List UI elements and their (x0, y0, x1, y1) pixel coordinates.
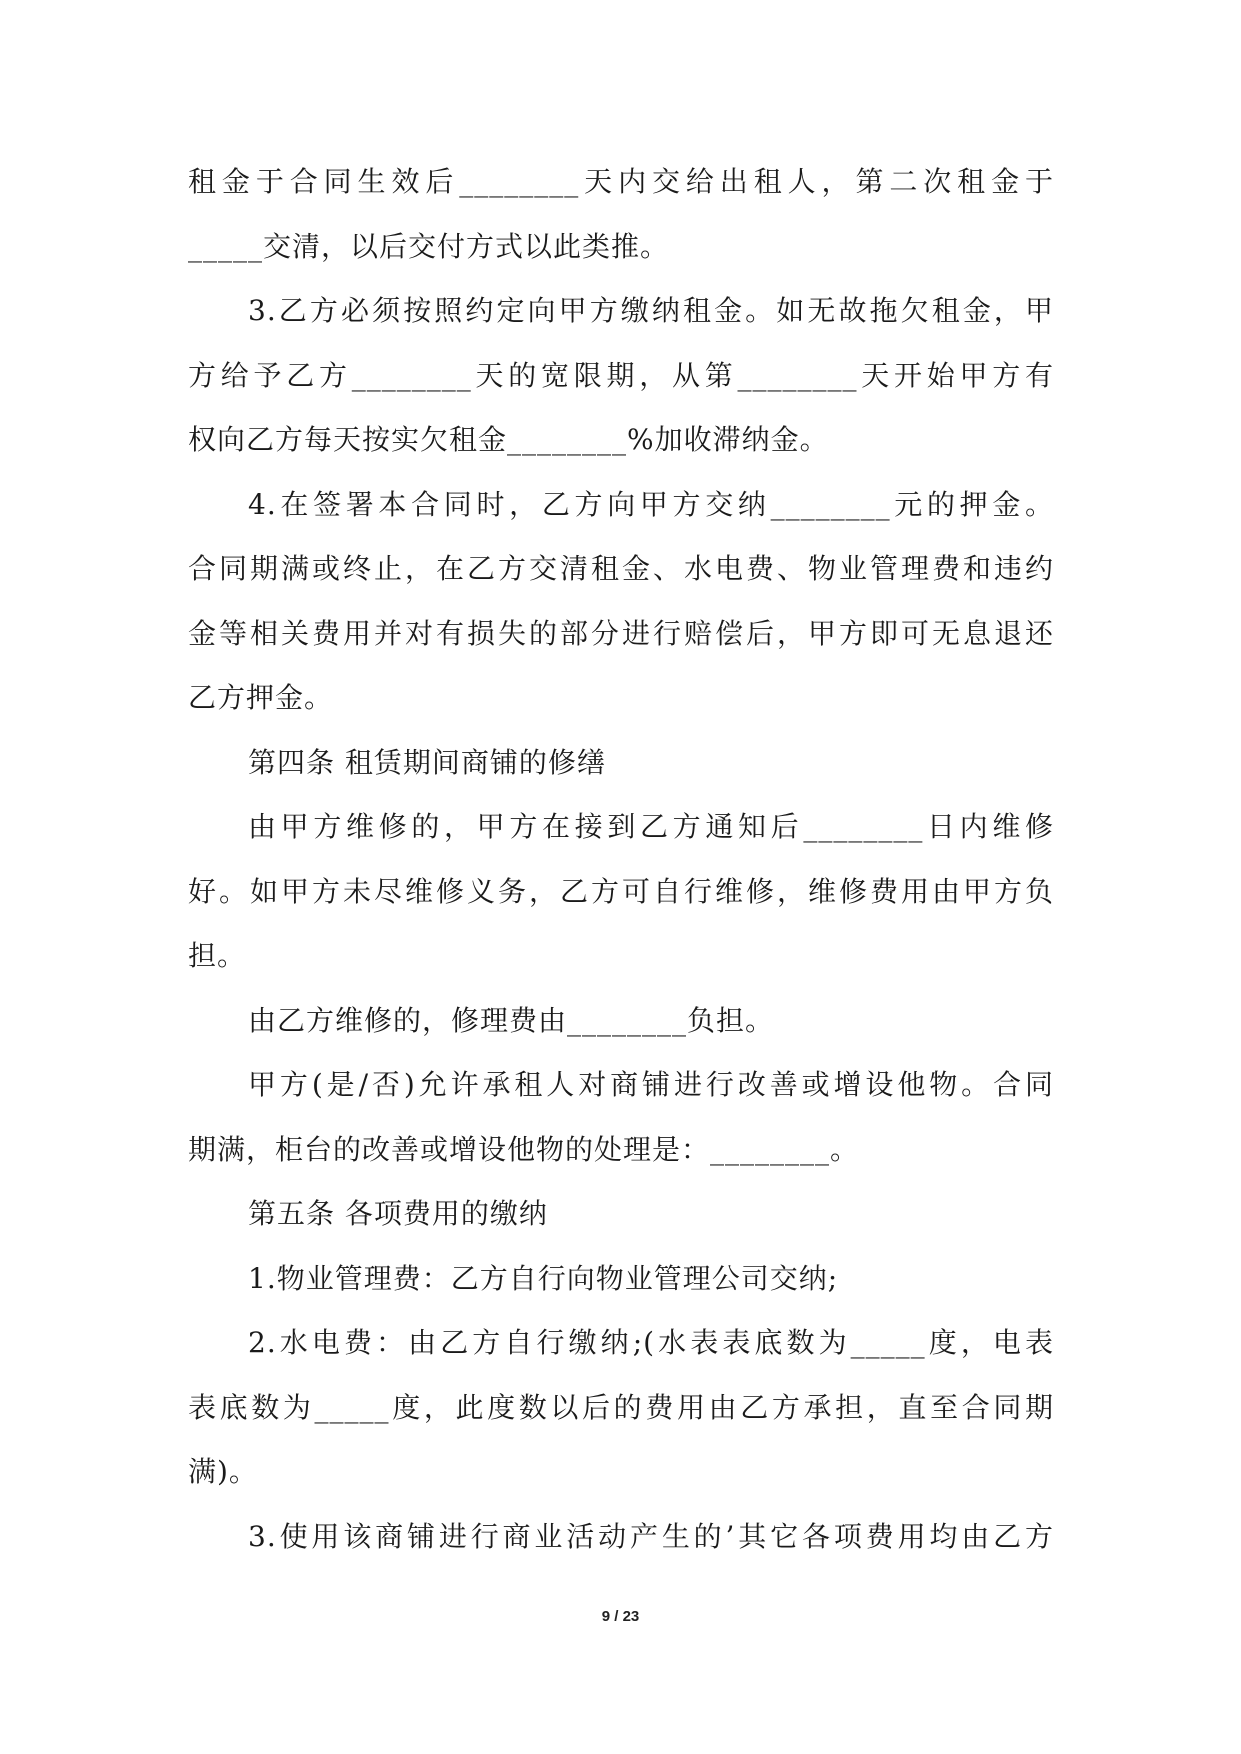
text-line: 第五条 各项费用的缴纳 (248, 1197, 548, 1230)
text-line: 第四条 租赁期间商铺的修缮 (248, 745, 606, 779)
text-line: 甲方(是/否)允许承租人对商铺进行改善或增设他物。合同 (248, 1068, 1054, 1101)
document-body (188, 150, 1054, 1569)
text-line: 1.物业管理费：乙方自行向物业管理公司交纳; (248, 1261, 839, 1295)
text-line: 合同期满或终止，在乙方交清租金、水电费、物业管理费和违约 (188, 552, 1054, 585)
text-line: 表底数为_____度，此度数以后的费用由乙方承担，直至合同期 (188, 1390, 1054, 1424)
text-line: 乙方押金。 (188, 681, 334, 714)
text-line: 满)。 (188, 1455, 258, 1488)
text-line: 2.水电费：由乙方自行缴纳;(水表表底数为_____度，电表 (248, 1326, 1054, 1359)
text-line: 由甲方维修的，甲方在接到乙方通知后________日内维修 (248, 810, 1054, 843)
text-line: 3.使用该商铺进行商业活动产生的’其它各项费用均由乙方 (248, 1519, 1054, 1553)
page-number: 9 / 23 (601, 1608, 640, 1625)
text-line: 担。 (188, 939, 247, 972)
text-line: 好。如甲方未尽维修义务，乙方可自行维修，维修费用由甲方负 (188, 874, 1054, 908)
text-line: 3.乙方必须按照约定向甲方缴纳租金。如无故拖欠租金，甲 (248, 294, 1054, 327)
text-line: 由乙方维修的，修理费由________负担。 (248, 1003, 775, 1037)
text-line: 方给予乙方________天的宽限期，从第________天开始甲方有 (188, 358, 1054, 392)
text-line: 4.在签署本合同时，乙方向甲方交纳________元的押金。 (248, 487, 1054, 521)
text-line: 权向乙方每天按实欠租金________%加收滞纳金。 (188, 423, 829, 456)
text-line: _____交清，以后交付方式以此类推。 (188, 229, 670, 263)
text-line: 租金于合同生效后________天内交给出租人，第二次租金于 (188, 165, 1054, 198)
text-line: 期满，柜台的改善或增设他物的处理是：________。 (188, 1132, 860, 1166)
text-line: 金等相关费用并对有损失的部分进行赔偿后，甲方即可无息退还 (188, 616, 1054, 650)
